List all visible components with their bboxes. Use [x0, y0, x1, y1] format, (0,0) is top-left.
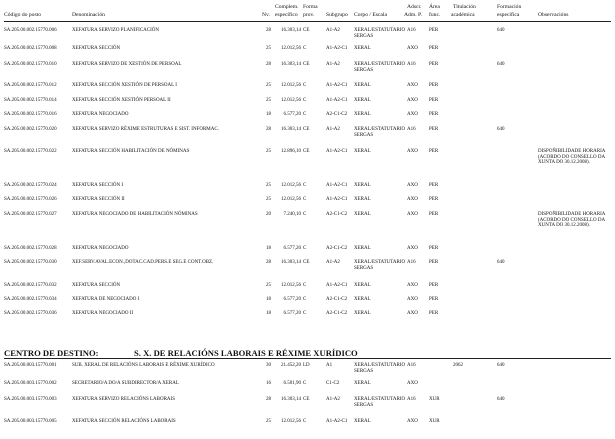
cell-codigo: SA.205.00.002.15770.034: [4, 297, 57, 302]
cell-corpo: XERAL: [354, 246, 371, 251]
cell-adscr: AXO: [407, 297, 418, 302]
header-adscr-2: Adm. P.: [404, 12, 422, 18]
cell-nivel: 28: [266, 397, 271, 402]
cell-nivel: 25: [266, 183, 271, 188]
cell-nivel: 18: [266, 246, 271, 251]
cell-complem: 16.303,14: [281, 62, 301, 67]
cell-area: PER: [429, 83, 439, 88]
cell-area: PER: [429, 62, 439, 67]
cell-denominacion: XEFATURA SECCIÓN II: [72, 197, 125, 202]
cell-complem: 16.303,14: [281, 127, 301, 132]
cell-complem: 7.240,10: [283, 212, 301, 217]
cell-codigo: SA.205.00.002.15770.010: [4, 62, 57, 67]
cell-codigo: SA.205.00.003.15770.005: [4, 419, 57, 424]
cell-forma: CE: [303, 62, 310, 67]
header-forma: Forma: [303, 4, 318, 10]
cell-nivel: 25: [266, 149, 271, 154]
cell-corpo: XERAL/ESTATUTARIO SERGAS: [354, 260, 406, 271]
cell-subgrupo: C1-C2: [326, 381, 340, 386]
cell-complem: 12.012,56: [281, 98, 301, 103]
cell-subgrupo: A1-A2-C1: [326, 197, 348, 202]
cell-corpo: XERAL: [354, 212, 371, 217]
header-divider: [4, 21, 611, 22]
cell-nivel: 28: [266, 127, 271, 132]
cell-forma: C: [303, 297, 307, 302]
cell-nivel: 18: [266, 311, 271, 316]
cell-corpo: XERAL: [354, 297, 371, 302]
cell-subgrupo: A1-A2: [326, 28, 340, 33]
cell-corpo: XERAL: [354, 149, 371, 154]
cell-denominacion: XEF.SERV.AVAL.ECON.,DOTAC.CAD.PERS.E SEG.E CONT.OBZ.: [72, 260, 214, 265]
cell-codigo: SA.205.00.002.15770.020: [4, 127, 57, 132]
cell-subgrupo: A1-A2: [326, 260, 340, 265]
cell-codigo: SA.205.00.002.15770.008: [4, 46, 57, 51]
cell-area: PER: [429, 260, 439, 265]
cell-complem: 6.577,20: [283, 246, 301, 251]
cell-formacion: 640: [497, 127, 505, 132]
header-area: Área: [429, 4, 440, 10]
cell-forma: CE: [303, 149, 310, 154]
cell-codigo: SA.205.00.002.15770.026: [4, 197, 57, 202]
cell-complem: 12.012,56: [281, 83, 301, 88]
cell-forma: C: [303, 112, 307, 117]
cell-forma: C: [303, 83, 307, 88]
cell-adscr: AXO: [407, 149, 418, 154]
cell-complem: 12.012,56: [281, 283, 301, 288]
cell-corpo: XERAL/ESTATUTARIO SERGAS: [354, 62, 406, 73]
cell-area: PER: [429, 149, 439, 154]
cell-subgrupo: A1-A2-C1: [326, 149, 348, 154]
cell-denominacion: XEFATURA SECCIÓN XESTIÓN PERSOAL II: [72, 98, 171, 103]
cell-observacions: DISPOÑIBILIDADE HORARIA (ACORDO DO CONSELLO DA XUNTA DO 30.12.2008).: [538, 212, 606, 229]
cell-subgrupo: A1-A2-C1: [326, 46, 348, 51]
cell-denominacion: XEFATURA DE NEGOCIADO I: [72, 297, 140, 302]
cell-nivel: 25: [266, 83, 271, 88]
cell-codigo: SA.205.00.003.15770.003: [4, 397, 57, 402]
cell-forma: C: [303, 311, 307, 316]
cell-forma: C: [303, 212, 307, 217]
cell-nivel: 16: [266, 381, 271, 386]
cell-area: PER: [429, 246, 439, 251]
cell-forma: CE: [303, 28, 310, 33]
cell-forma: LD: [303, 363, 310, 368]
cell-denominacion: XEFATURA SECCIÓN: [72, 283, 121, 288]
cell-nivel: 25: [266, 98, 271, 103]
cell-adscr: A16: [407, 397, 416, 402]
cell-area: PER: [429, 197, 439, 202]
cell-complem: 16.303,14: [281, 260, 301, 265]
cell-codigo: SA.205.00.002.15770.016: [4, 112, 57, 117]
cell-codigo: SA.205.00.002.15770.024: [4, 183, 57, 188]
cell-adscr: AXO: [407, 419, 418, 424]
header-observacions: Observacións: [538, 12, 569, 18]
cell-nivel: 25: [266, 419, 271, 424]
cell-corpo: XERAL/ESTATUTARIO SERGAS: [354, 28, 406, 39]
cell-area: PER: [429, 46, 439, 51]
cell-subgrupo: A1-A2: [326, 127, 340, 132]
cell-adscr: AXO: [407, 183, 418, 188]
cell-complem: 21.452,20: [281, 363, 301, 368]
cell-nivel: 18: [266, 112, 271, 117]
section-divider: [4, 358, 611, 359]
cell-forma: C: [303, 246, 307, 251]
cell-subgrupo: A1-A2: [326, 397, 340, 402]
cell-subgrupo: A1-A2-C1: [326, 98, 348, 103]
cell-denominacion: XEFATURA SERVIZO RELACIÓNS LABORAIS: [72, 397, 175, 402]
cell-nivel: 30: [266, 363, 271, 368]
cell-subgrupo: A2-C1-C2: [326, 112, 348, 117]
cell-adscr: AXO: [407, 46, 418, 51]
header-area-2: func.: [429, 12, 441, 18]
cell-corpo: XERAL: [354, 112, 371, 117]
cell-forma: CE: [303, 397, 310, 402]
cell-formacion: 640: [497, 397, 505, 402]
cell-denominacion: XEFATURA SERVIZO RÉXIME ESTRUTURAS E SIST. INFORMAC.: [72, 127, 219, 132]
cell-denominacion: SECRETARIO/A DO/A SUBDIRECTOR/A XERAL: [72, 381, 179, 386]
cell-denominacion: XEFATURA SECCIÓN XESTIÓN DE PERSOAL I: [72, 83, 177, 88]
cell-codigo: SA.205.00.003.15770.002: [4, 381, 57, 386]
centro-label: CENTRO DE DESTINO:: [4, 348, 99, 358]
cell-nivel: 28: [266, 260, 271, 265]
cell-codigo: SA.205.00.002.15770.022: [4, 149, 57, 154]
cell-formacion: 640: [497, 28, 505, 33]
cell-codigo: SA.205.00.002.15770.028: [4, 246, 57, 251]
header-complem: Complem.: [275, 4, 299, 10]
cell-adscr: AXO: [407, 112, 418, 117]
header-corpo: Corpo / Escala: [354, 12, 387, 18]
header-formacion-2: específica: [497, 12, 520, 18]
cell-denominacion: XEFATURA SECCIÓN: [72, 46, 121, 51]
cell-corpo: XERAL: [354, 98, 371, 103]
header-adscr: Adscr.: [407, 4, 422, 10]
header-codigo: Código do posto: [4, 12, 41, 18]
cell-denominacion: XEFATURA SERVIZO DE XESTIÓN DE PERSOAL: [72, 62, 182, 67]
cell-area: PER: [429, 127, 439, 132]
cell-complem: 12.012,56: [281, 183, 301, 188]
cell-adscr: AXO: [407, 246, 418, 251]
cell-corpo: XERAL: [354, 419, 371, 424]
cell-denominacion: SUB. XERAL DE RELACIÓNS LABORAIS E RÉXIME XURÍDICO: [72, 363, 215, 368]
cell-area: PER: [429, 183, 439, 188]
cell-area: PER: [429, 28, 439, 33]
cell-forma: C: [303, 183, 307, 188]
cell-area: PER: [429, 212, 439, 217]
header-complem-2: específico: [275, 12, 298, 18]
cell-nivel: 28: [266, 28, 271, 33]
cell-formacion: 640: [497, 260, 505, 265]
cell-complem: 6.577,20: [283, 311, 301, 316]
cell-subgrupo: A2-C1-C2: [326, 297, 348, 302]
cell-adscr: AXO: [407, 283, 418, 288]
cell-denominacion: XEFATURA SERVIZO PLANIFICACIÓN: [72, 28, 160, 33]
cell-adscr: AXO: [407, 311, 418, 316]
cell-adscr: AXO: [407, 212, 418, 217]
header-denominacion: Denominación: [72, 12, 105, 18]
cell-adscr: A16: [407, 363, 416, 368]
cell-area: PER: [429, 112, 439, 117]
cell-forma: CE: [303, 127, 310, 132]
cell-area: PER: [429, 283, 439, 288]
cell-area: PER: [429, 311, 439, 316]
cell-codigo: SA.205.00.002.15770.014: [4, 98, 57, 103]
cell-complem: 12.012,56: [281, 197, 301, 202]
cell-area: PER: [429, 98, 439, 103]
header-formacion: Formación: [497, 4, 522, 10]
cell-complem: 6.577,20: [283, 297, 301, 302]
cell-subgrupo: A2-C1-C2: [326, 246, 348, 251]
cell-forma: CE: [303, 260, 310, 265]
cell-complem: 16.303,14: [281, 28, 301, 33]
cell-complem: 12.012,56: [281, 419, 301, 424]
cell-forma: C: [303, 283, 307, 288]
cell-adscr: AXO: [407, 197, 418, 202]
cell-formacion: 640: [497, 62, 505, 67]
cell-area: XUR: [429, 397, 440, 402]
cell-formacion: 640: [497, 363, 505, 368]
cell-subgrupo: A1-A2-C1: [326, 283, 348, 288]
header-nivel: Nv.: [262, 12, 270, 18]
cell-adscr: AXO: [407, 381, 418, 386]
cell-subgrupo: A1-A2: [326, 62, 340, 67]
cell-nivel: 25: [266, 283, 271, 288]
cell-area: XUR: [429, 419, 440, 424]
cell-adscr: AXO: [407, 83, 418, 88]
cell-observacions: DISPOÑIBILIDADE HORARIA (ACORDO DO CONSELLO DA XUNTA DO 30.12.2008).: [538, 149, 606, 166]
cell-adscr: A16: [407, 260, 416, 265]
cell-corpo: XERAL/ESTATUTARIO SERGAS: [354, 127, 406, 138]
cell-adscr: A16: [407, 127, 416, 132]
header-titulacion: Titulación: [453, 4, 476, 10]
cell-denominacion: XEFATURA SECCIÓN RELACIÓNS LABORAIS: [72, 419, 176, 424]
cell-forma: C: [303, 381, 307, 386]
cell-denominacion: XEFATURA NEGOCIADO DE HABILITACIÓN NÓMINAS: [72, 212, 198, 217]
cell-adscr: A16: [407, 28, 416, 33]
cell-adscr: A16: [407, 62, 416, 67]
cell-complem: 16.303,14: [281, 397, 301, 402]
cell-nivel: 28: [266, 62, 271, 67]
cell-subgrupo: A2-C1-C2: [326, 212, 348, 217]
cell-codigo: SA.205.00.002.15770.030: [4, 260, 57, 265]
cell-denominacion: XEFATURA NEGOCIADO: [72, 112, 129, 117]
cell-forma: C: [303, 98, 307, 103]
centro-name: S. X. DE RELACIÓNS LABORAIS E RÉXIME XURÍDICO: [134, 348, 358, 358]
cell-titulacion: 2062: [453, 363, 463, 368]
cell-subgrupo: A1: [326, 363, 333, 368]
cell-corpo: XERAL/ESTATUTARIO SERGAS: [354, 397, 406, 408]
cell-adscr: AXO: [407, 98, 418, 103]
cell-codigo: SA.205.00.002.15770.012: [4, 83, 57, 88]
cell-forma: C: [303, 419, 307, 424]
cell-codigo: SA.205.00.002.15770.036: [4, 311, 57, 316]
cell-nivel: 25: [266, 197, 271, 202]
cell-codigo: SA.205.00.002.15770.032: [4, 283, 57, 288]
cell-nivel: 25: [266, 46, 271, 51]
cell-subgrupo: A1-A2-C1: [326, 83, 348, 88]
cell-corpo: XERAL: [354, 311, 371, 316]
cell-corpo: XERAL: [354, 183, 371, 188]
cell-denominacion: XEFATURA NEGOCIADO II: [72, 311, 134, 316]
cell-codigo: SA.205.00.003.15770.001: [4, 363, 57, 368]
header-subgrupo: Subgrupo: [326, 12, 348, 18]
cell-area: PER: [429, 297, 439, 302]
header-titulacion-2: académica: [451, 12, 475, 18]
cell-codigo: SA.205.00.002.15770.027: [4, 212, 57, 217]
cell-codigo: SA.205.00.002.15770.006: [4, 28, 57, 33]
header-forma-2: prov.: [303, 12, 315, 18]
cell-forma: C: [303, 197, 307, 202]
cell-subgrupo: A2-C1-C2: [326, 311, 348, 316]
cell-nivel: 20: [266, 212, 271, 217]
cell-subgrupo: A1-A2-C1: [326, 183, 348, 188]
cell-denominacion: XEFATURA SECCIÓN HABILITACIÓN DE NÓMINAS: [72, 149, 190, 154]
cell-corpo: XERAL: [354, 83, 371, 88]
cell-forma: C: [303, 46, 307, 51]
cell-complem: 12.012,56: [281, 46, 301, 51]
cell-subgrupo: A1-A2-C1: [326, 419, 348, 424]
cell-denominacion: XEFATURA SECCIÓN I: [72, 183, 124, 188]
cell-corpo: XERAL: [354, 46, 371, 51]
cell-denominacion: XEFATURA NEGOCIADO: [72, 246, 129, 251]
cell-corpo: XERAL: [354, 197, 371, 202]
cell-corpo: XERAL/ESTATUTARIO SERGAS: [354, 363, 406, 374]
cell-corpo: XERAL: [354, 381, 371, 386]
cell-corpo: XERAL: [354, 283, 371, 288]
cell-nivel: 18: [266, 297, 271, 302]
cell-complem: 6.501,90: [283, 381, 301, 386]
cell-complem: 12.896,10: [281, 149, 301, 154]
cell-complem: 6.577,20: [283, 112, 301, 117]
